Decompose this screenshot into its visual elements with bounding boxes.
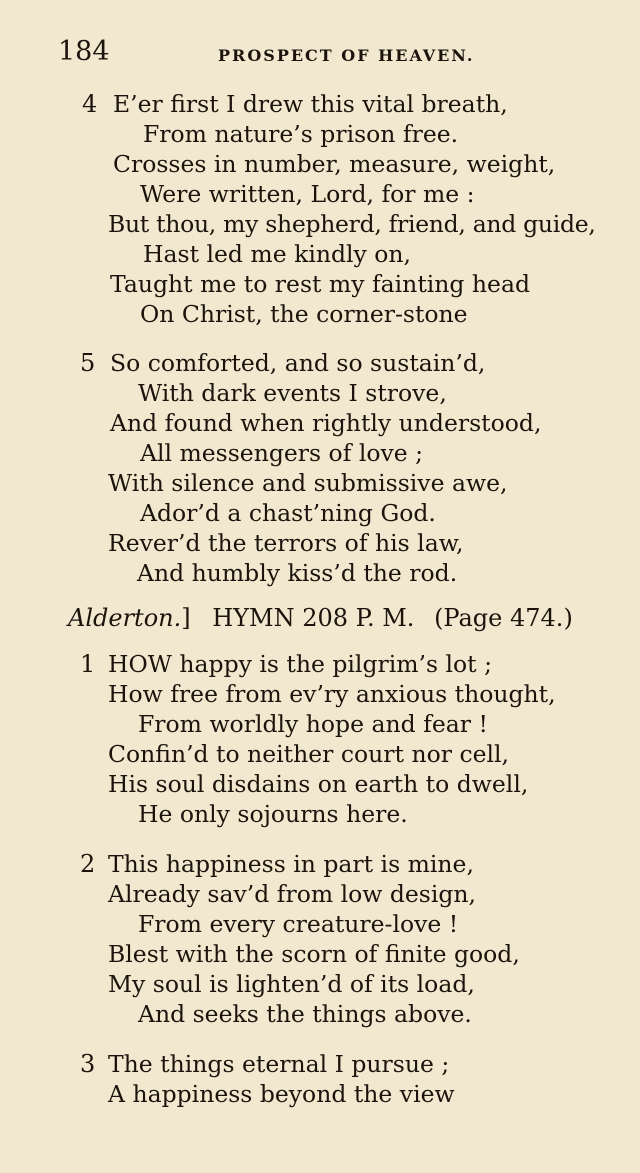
stanza-number: 1 (80, 650, 96, 678)
verse-line: From every creature-love ! (138, 910, 459, 938)
hymn-heading (68, 604, 573, 632)
verse-line: E’er first I drew this vital breath, (113, 90, 508, 118)
verse-line: HOW happy is the pilgrim’s lot ; (108, 650, 493, 678)
heading-bracket: ] (181, 604, 191, 632)
verse-line: Confin’d to neither court nor cell, (108, 740, 510, 768)
verse-line: And seeks the things above. (138, 1000, 472, 1028)
verse-line: From nature’s prison free. (143, 120, 459, 148)
running-title: PROSPECT OF HEAVEN. (218, 46, 475, 65)
verse-line: Blest with the scorn of finite good, (108, 940, 520, 968)
page-reference: (Page 474.) (434, 604, 573, 632)
hymn-title: HYMN 208 P. M. (212, 604, 415, 632)
stanza-number: 3 (80, 1050, 96, 1078)
verse-line: Rever’d the terrors of his law, (108, 529, 464, 557)
verse-line: And humbly kiss’d the rod. (137, 559, 458, 587)
verse-line: From worldly hope and fear ! (138, 710, 488, 738)
page-number: 184 (58, 36, 110, 67)
verse-line: Hast led me kindly on, (143, 240, 412, 268)
verse-line: Already sav’d from low design, (108, 880, 477, 908)
verse-line: This happiness in part is mine, (108, 850, 474, 878)
verse-line: His soul disdains on earth to dwell, (108, 770, 529, 798)
verse-line: How free from ev’ry anxious thought, (108, 680, 556, 708)
verse-line: The things eternal I pursue ; (108, 1050, 450, 1078)
verse-line: With silence and submissive awe, (108, 469, 508, 497)
verse-line: Ador’d a chast’ning God. (140, 499, 436, 527)
stanza-number: 5 (80, 349, 96, 377)
verse-line: A happiness beyond the view (108, 1080, 455, 1108)
verse-line: So comforted, and so sustain’d, (110, 349, 486, 377)
verse-line: He only sojourns here. (138, 800, 408, 828)
stanza-number: 2 (80, 850, 96, 878)
verse-line: Were written, Lord, for me : (140, 180, 475, 208)
verse-line: But thou, my shepherd, friend, and guide, (108, 210, 596, 238)
verse-line: On Christ, the corner-stone (140, 300, 468, 328)
verse-line: My soul is lighten’d of its load, (108, 970, 475, 998)
verse-line: All messengers of love ; (140, 439, 424, 467)
stanza-number: 4 (82, 90, 98, 118)
tune-name: Alderton. (68, 604, 182, 632)
verse-line: Taught me to rest my fainting head (110, 270, 531, 298)
verse-line: Crosses in number, measure, weight, (113, 150, 556, 178)
verse-line: And found when rightly understood, (110, 409, 542, 437)
verse-line: With dark events I strove, (138, 379, 447, 407)
